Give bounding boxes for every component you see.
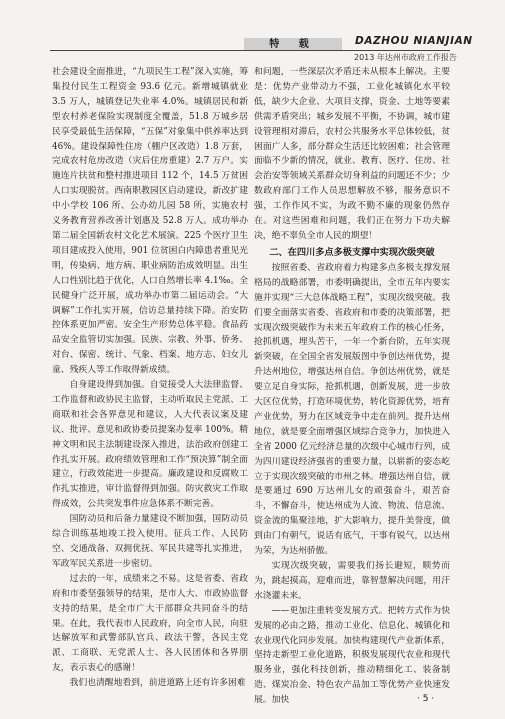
right-column	[254, 65, 450, 708]
paragraph: 和问题，一些深层次矛盾还未从根本上解决。主要是：优势产业带动力不强，工业化城镇化水平较低，缺少大企业、大项目支撑，资金、土地等要素供需矛盾突出；城乡发展不平衡，不协调，城市建设管理相对滞后，农村公共服务水平总体较低，贫困面广人多，部分群众生活还比较困难；社会管理面临不少新的情况，就业、教育、医疗、住房、社会治安等领域关系群众切身利益的问题还不少；少数政府部门工作人员思想解放不够，服务意识不强，工作作风不实，为政不勤不廉的现象仍然存在。对这些困难和问题，我们正在努力下功夫解决，绝不辜负全市人民的期望！	[254, 67, 450, 241]
paragraph: 按照省委、省政府着力构建多点多极支撑发展格局的战略部署，市委明确提出，全市五年内要实施并实现“三大总体战略工程”，实现次级突破。我们要全面落实省委、省政府和市委的决策部署，把实现次级突破作为未来五年政府工作的核心任务，抢抓机遇，埋头苦干，一年一个新台阶，五年实现新突破，在全国全省发展版图中争创达州优势，提升达州地位，增强达州自信。争创达州优势，就是要立足自身实际，抢抓机遇，创新发展，进一步放大区位优势，打造环境优势，转化资源优势，培育产业优势，努力在区域竞争中走在前列。提升达州地位，就是要全面增强区域综合竞争力，加快进入全省 2000 亿元经济总量的次级中心城市行列，成为四川建设经济强省的重要力量，以崭新的姿态屹立于实现次级突破的市州之林。增强达州自信，就是要通过 690 万达州儿女的顽强奋斗，艰苦奋斗，不懈奋斗，使达州成为人流、物流、信息流、资金流的集聚洼地，扩大影响力，提升美誉度，做到由门有朝气，说话有底气，干事有锐气，以达州为荣，为达州骄傲。	[254, 262, 450, 557]
paragraph: 实现次级突破，需要我们扬长避短，顺势而为，跳起摸高，迎难而进，靠智慧解决问题，用汗水浇灌未来。	[254, 561, 450, 601]
journal-subtitle: 2013 年达州市政府工作报告	[354, 53, 457, 62]
journal-title: DAZHOU NIANJIAN	[355, 35, 473, 47]
section-heading: 二、在四川多点多极支撑中实现次级突破	[269, 246, 435, 258]
left-column	[52, 65, 248, 691]
page-number: · 5 ·	[417, 694, 435, 704]
paragraph: 我们也清醒地看到，前进道路上还有许多困难	[69, 678, 246, 689]
paragraph: 国防动员和后备力量建设不断加强，国防动员综合训练基地竣工投入使用。征兵工作、人民防空、交通战备、双拥优抚、军民共建等扎实推进，军政军民关系进一步密切。	[52, 514, 248, 569]
header-rule	[50, 50, 450, 51]
paragraph: 自身建设得到加强。自觉接受人大法律监督、工作监督和政协民主监督，主动听取民主党派、工商联和社会各界意见和建议，人大代表议案及建议、批评、意见和政协委员提案办复率 100%。精神文明和民主法制建设深入推进，法治政府创建工作扎实开展。政府绩效管理和工作“预决算”制全面建立，行政效能进一步提高。廉政建设和反腐败工作扎实推进，审计监督得到加强。防灾救灾工作取得成效，公共突发事件应急体系不断完善。	[52, 380, 248, 510]
paragraph: 过去的一年，成绩来之不易。这是省委、省政府和市委坚强领导的结果，是市人大、市政协监督支持的结果，是全市广大干部群众共同奋斗的结果。在此，我代表市人民政府，向全市人民，向驻达解放军和武警部队官兵、政法干警，各民主党派、工商联、无党派人士、各人民团体和各界朋友，表示衷心的感谢！	[52, 573, 248, 674]
page-header	[0, 0, 505, 60]
paragraph: 社会建设全面推进，“九项民生工程”深入实施，筹集投付民生工程资金 93.6 亿元。新增城镇就业 3.5 万人，城镇登记失业率 4.0%。城镇居民和新型农村养老保险实现制度全覆盖，51.8 万城乡居民享受最低生活保障，“五保”对象集中供养率达到 46%。建设保障性住房（棚户区改造）1.8 万套，完成农村危房改造（灾后住房重建）2.7 万户。实施连片扶贫和整村推进项目 112 个，14.5 万贫困人口实现脱贫。西南职教园区启动建设，新改扩建中小学校 106 所、公办幼儿园 58 所，实施农村义务教育营养改善计划惠及 52.8 万人。成功举办第二届全国新农村文化艺术展演。225 个医疗卫生项目建成投入使用，901 位贫困白内障患者重见光明，传染病、地方病、职业病防治成效明显。出生人口性别比趋于优化，人口自然增长率 4.1‰。全民健身广泛开展，成功举办市第二届运动会。“大调解”工作扎实开展，信访总量持续下降。治安防控体系更加严密。安全生产形势总体平稳。食品药品安全监管切实加强。民族、宗教、外事、侨务、对台、保密、统计、气象、档案、地方志、妇女儿童、残疾人等工作取得新成绩。	[52, 67, 248, 376]
paragraph: ——更加注重转变发展方式。把转方式作为快发展的必由之路，推动工业化、信息化、城镇化和农业现代化同步发展。加快构建现代产业新体系，坚持走新型工业化道路，积极发展现代农业和现代服务业，强化科技创新，推动精细化工、装备制造、煤炭冶金、特色农产品加工等优势产业快速发展。加快	[254, 605, 450, 706]
section-tag: 特 载	[244, 38, 342, 51]
